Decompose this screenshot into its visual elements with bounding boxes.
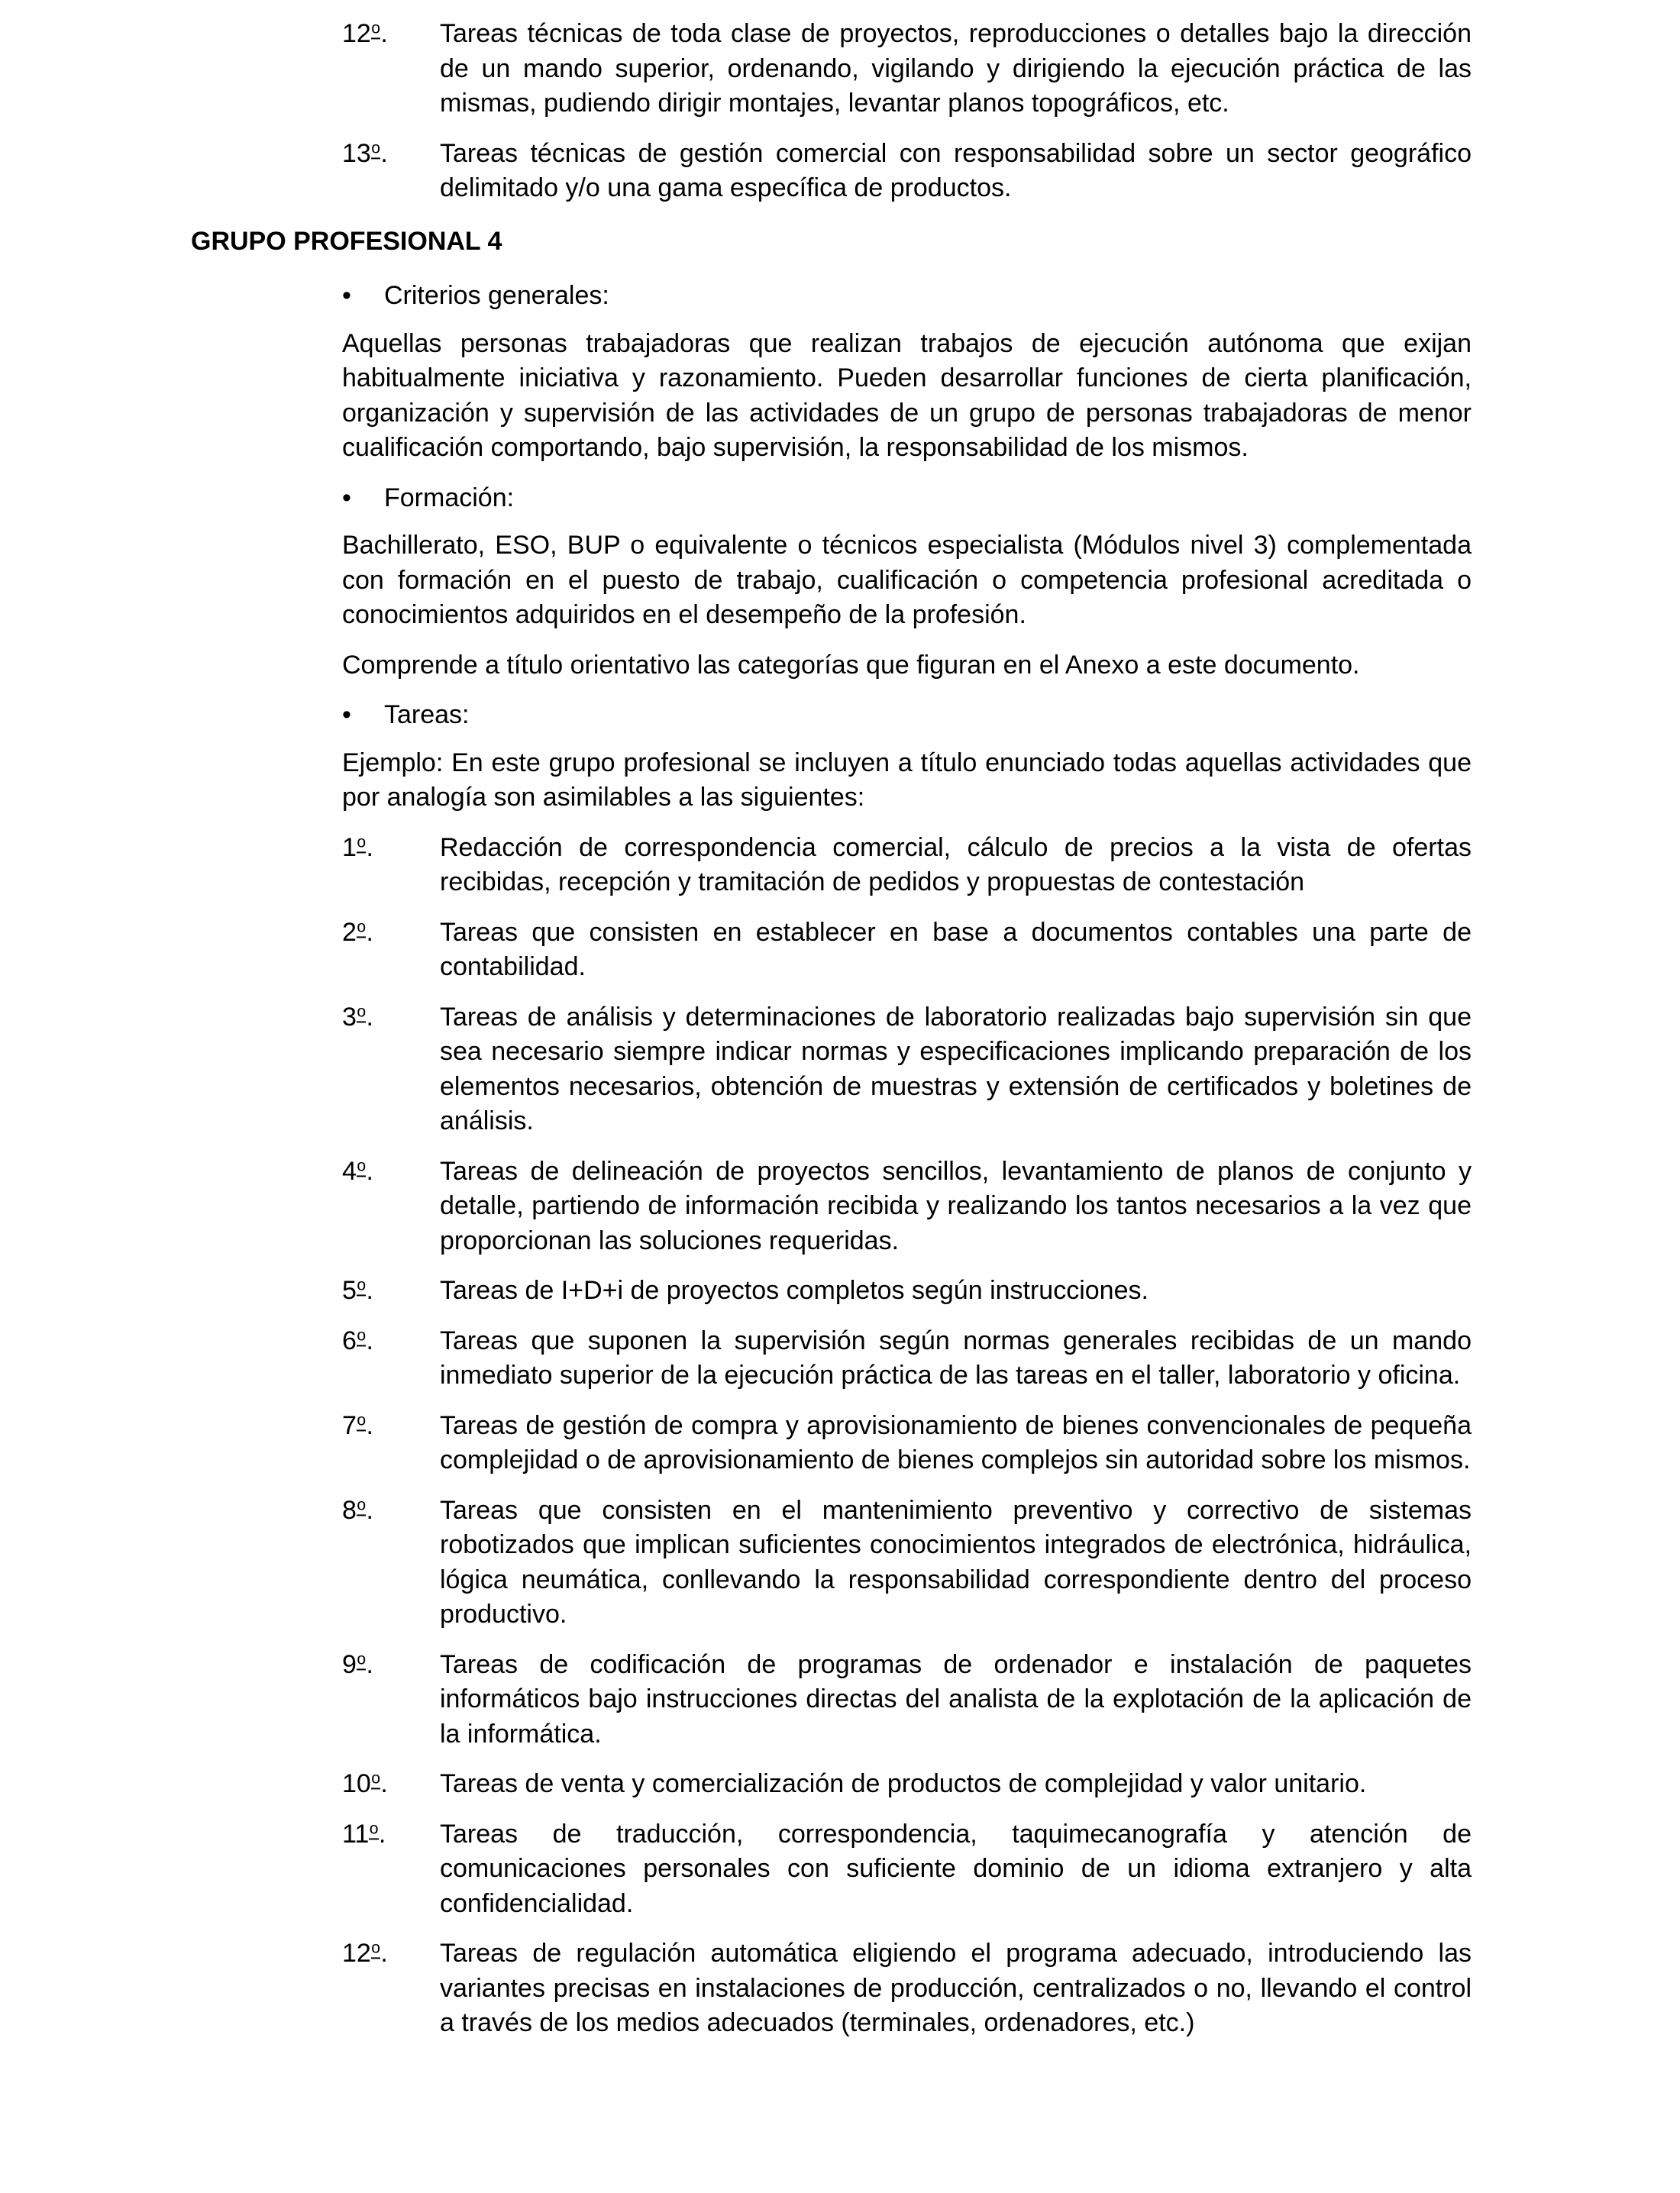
item-number: 10o. (342, 1769, 388, 1798)
item-number: 2o. (342, 917, 373, 947)
list-item (342, 1817, 1472, 1922)
item-number: 12o. (342, 19, 388, 48)
list-item (342, 1648, 1472, 1752)
paragraph: Bachillerato, ESO, BUP o equivalente o técnicos especialista (Módulos nivel 3) complementada con formación en el puesto de trabajo, cualificación o competencia profesional acreditada o conocimientos adquiridos en el desempeño de la profesión. (342, 531, 1472, 629)
list-item (342, 1494, 1472, 1633)
bullet-item (342, 279, 1472, 314)
item-text: Tareas que suponen la supervisión según normas generales recibidas de un mando inmediato superior de la ejecución práctica de las tareas en el taller, laboratorio y oficina. (440, 1326, 1472, 1390)
item-number: 4o. (342, 1156, 373, 1186)
list-item (342, 1767, 1472, 1802)
list-item (342, 1936, 1472, 2041)
paragraph: Ejemplo: En este grupo profesional se incluyen a título enunciado todas aquellas actividades que por analogía son asimilables a las siguientes: (342, 748, 1472, 812)
list-item (342, 831, 1472, 900)
list-item (342, 1274, 1472, 1309)
list-item (342, 137, 1472, 206)
bullet-label: Criterios generales: (384, 281, 609, 310)
item-text: Tareas de delineación de proyectos sencillos, levantamiento de planos de conjunto y detalle, partiendo de información recibida y realizando los tantos necesarios a la vez que proporcionan las soluciones requeridas. (440, 1156, 1472, 1255)
item-text: Tareas técnicas de toda clase de proyectos, reproducciones o detalles bajo la dirección de un mando superior, ordenando, vigilando y dirigiendo la ejecución práctica de las mismas, pudiendo dirigir montajes, levantar planos topográficos, etc. (440, 19, 1472, 118)
list-item (342, 916, 1472, 985)
item-number: 3o. (342, 1002, 373, 1032)
bullet-item (342, 698, 1472, 733)
item-number: 7o. (342, 1410, 373, 1440)
list-item (342, 1000, 1472, 1139)
paragraph: Comprende a título orientativo las categorías que figuran en el Anexo a este documento. (342, 650, 1360, 680)
paragraph: Aquellas personas trabajadoras que realizan trabajos de ejecución autónoma que exijan habitualmente iniciativa y razonamiento. Pueden desarrollar funciones de cierta planificación, organización y supervisión de las actividades de un grupo de personas trabajadoras de menor cualificación comportando, bajo supervisión, la responsabilidad de los mismos. (342, 328, 1472, 462)
bullet-icon: • (342, 483, 351, 512)
item-number: 5o. (342, 1276, 373, 1305)
item-text: Tareas técnicas de gestión comercial con responsabilidad sobre un sector geográfico delimitado y/o una gama específica de productos. (440, 138, 1472, 202)
bullet-icon: • (342, 700, 351, 729)
item-text: Tareas de I+D+i de proyectos completos según instrucciones. (440, 1276, 1149, 1305)
item-text: Tareas de gestión de compra y aprovisionamiento de bienes convencionales de pequeña complejidad o de aprovisionamiento de bienes complejos sin autoridad sobre los mismos. (440, 1410, 1472, 1474)
item-text: Tareas de traducción, correspondencia, taquimecanografía y atención de comunicaciones personales con suficiente dominio de un idioma extranjero y alta confidencialidad. (440, 1819, 1472, 1918)
item-number: 11o. (342, 1819, 386, 1849)
page-title: GRUPO PROFESIONAL 4 (191, 226, 502, 256)
bullet-label: Formación: (384, 483, 515, 512)
list-item (342, 1155, 1472, 1259)
list-item (342, 1409, 1472, 1478)
item-number: 13o. (342, 138, 388, 168)
item-number: 1o. (342, 832, 373, 862)
item-text: Tareas de análisis y determinaciones de laboratorio realizadas bajo supervisión sin que sea necesario siempre indicar normas y especificaciones implicando preparación de los elementos necesarios, obtención de muestras y extensión de certificados y boletines de análisis. (440, 1002, 1472, 1135)
item-text: Tareas de codificación de programas de ordenador e instalación de paquetes informáticos bajo instrucciones directas del analista de la explotación de la aplicación de la informática. (440, 1649, 1472, 1749)
list-item (342, 17, 1472, 121)
item-text: Redacción de correspondencia comercial, cálculo de precios a la vista de ofertas recibidas, recepción y tramitación de pedidos y propuestas de contestación (440, 832, 1472, 896)
item-text: Tareas de regulación automática eligiendo el programa adecuado, introduciendo las variantes precisas en instalaciones de producción, centralizados o no, llevando el control a través de los medios adecuados (terminales, ordenadores, etc.) (440, 1939, 1472, 2037)
item-number: 9o. (342, 1649, 373, 1679)
item-text: Tareas que consisten en el mantenimiento preventivo y correctivo de sistemas robotizados que implican suficientes conocimientos integrados de electrónica, hidráulica, lógica neumática, conllevando la responsabilidad correspondiente dentro del proceso productivo. (440, 1495, 1472, 1629)
item-text: Tareas de venta y comercialización de productos de complejidad y valor unitario. (440, 1769, 1367, 1798)
item-text: Tareas que consisten en establecer en base a documentos contables una parte de contabilidad. (440, 917, 1472, 981)
bullet-icon: • (342, 281, 351, 310)
list-item (342, 1324, 1472, 1394)
bullet-label: Tareas: (384, 700, 470, 729)
bullet-item (342, 481, 1472, 516)
item-number: 8o. (342, 1495, 373, 1525)
item-number: 6o. (342, 1326, 373, 1355)
item-number: 12o. (342, 1939, 388, 1968)
